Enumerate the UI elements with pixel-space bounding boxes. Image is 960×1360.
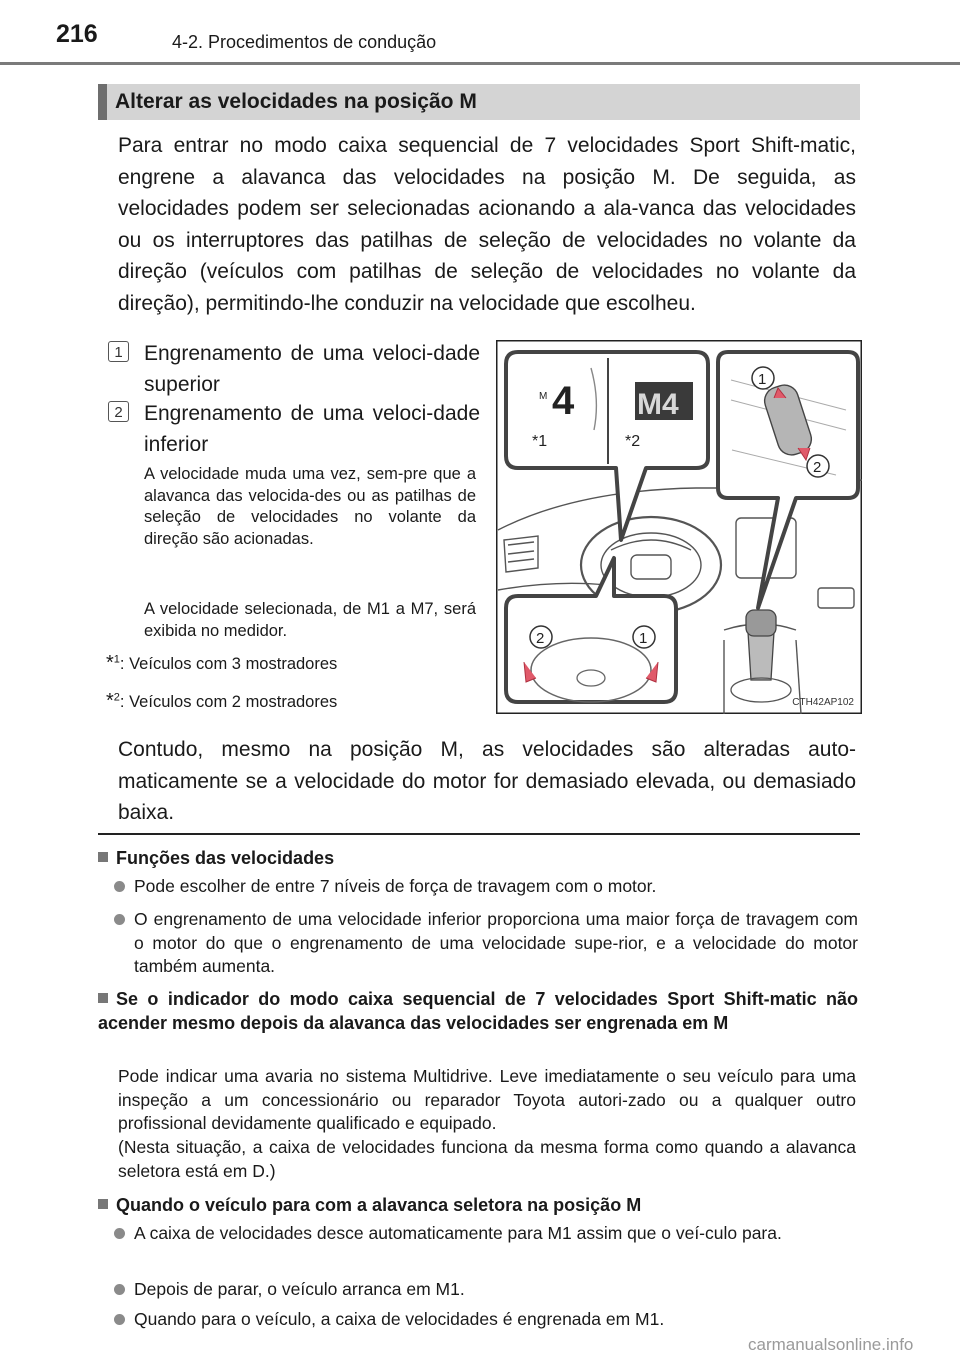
subsection-heading-indicator: Se o indicador do modo caixa sequencial de 7 velocidades Sport Shift-matic não acender mesmo depois da alavanca das velocidades ser engrenada em M (98, 989, 858, 1033)
display-large-text: M4 (637, 388, 679, 421)
page-header (0, 0, 960, 62)
note-gear-display: A velocidade selecionada, de M1 a M7, será exibida no medidor. (144, 600, 476, 640)
bullet-item: A caixa de velocidades desce automaticamente para M1 assim que o veí-culo para. (114, 1222, 858, 1246)
chapter-title: 4-2. Procedimentos de condução (172, 32, 437, 52)
section-title-accent (98, 84, 107, 120)
footnote-2 (106, 690, 337, 713)
bullet-item: O engrenamento de uma velocidade inferior proporciona uma maior força de travagem com o motor do que o engrenamento de uma velocidade supe-rior, e a velocidade do motor também aumenta. (114, 908, 858, 979)
intro-paragraph: Para entrar no modo caixa sequencial de 7 velocidades Sport Shift-matic, engrene a alavanca das velocidades na posição M. De seguida, as velocidades podem ser selecionadas acionando a ala-vanca das velocidades ou os interruptores das patilhas de seleção de velocidades no volante da direção (veículos com patilhas de seleção de velocidades no volante da direção), permitindo-lhe conduzir na velocidade que escolheu. (118, 134, 856, 315)
paddle-callout-number-2: 2 (536, 630, 545, 647)
dashboard-illustration (496, 340, 862, 714)
square-bullet-icon (98, 993, 108, 1003)
footnote-text: : Veículos com 3 mostradores (119, 655, 338, 673)
footnote-mark: * (106, 652, 114, 674)
watermark: carmanualsonline.info (748, 1335, 914, 1354)
subsection-heading-functions: Funções das velocidades (98, 846, 858, 870)
square-bullet-icon (98, 1199, 108, 1209)
page-number: 216 (56, 20, 98, 48)
figure-code: CTH42AP102 (792, 697, 854, 708)
circle-bullet-icon (114, 1228, 125, 1239)
display-small-m: M (539, 391, 548, 402)
footnote-mark: * (106, 690, 114, 712)
header-rule (0, 62, 960, 65)
circle-bullet-icon (114, 914, 125, 925)
footnote-number: 2 (113, 691, 120, 704)
circle-bullet-icon (114, 1284, 125, 1295)
subsection-paragraph: Pode indicar uma avaria no sistema Multidrive. Leve imediatamente o seu veículo para uma inspeção a um concessionário ou reparador Toyota autori-zado ou a qualquer outro profissional devidamente qualificado e equipado. (118, 1066, 856, 1133)
item-text: Engrenamento de uma veloci-dade superior (144, 342, 480, 396)
circle-bullet-icon (114, 1314, 125, 1325)
square-bullet-icon (98, 852, 108, 862)
bullet-item: Pode escolher de entre 7 níveis de força de travagem com o motor. (114, 875, 858, 899)
section-divider (98, 833, 860, 835)
item-number-badge: 1 (108, 341, 129, 362)
illustration-svg (496, 340, 862, 714)
note-gear-change: A velocidade muda uma vez, sem-pre que a alavanca das velocida-des ou as patilhas de seleção de velocidades no volante da direção são acionadas. (144, 465, 476, 548)
circle-bullet-icon (114, 881, 125, 892)
label-star1: *1 (532, 433, 548, 450)
callout-number-2: 2 (813, 459, 822, 476)
display-small-gear: 4 (552, 379, 575, 423)
section-title: Alterar as velocidades na posição M (115, 90, 477, 113)
paddle-callout-number-1: 1 (639, 630, 648, 647)
bullet-item: Depois de parar, o veículo arranca em M1. (114, 1278, 858, 1302)
item-text: Engrenamento de uma veloci-dade inferior (144, 402, 480, 456)
subsection-paragraph: (Nesta situação, a caixa de velocidades funciona da mesma forma como quando a alavanca seletora está em D.) (118, 1137, 856, 1181)
bullet-item: Quando para o veículo, a caixa de velocidades é engrenada em M1. (114, 1308, 858, 1332)
footnote-text: : Veículos com 2 mostradores (119, 693, 338, 711)
footnote-number: 1 (113, 653, 120, 666)
label-star2: *2 (625, 433, 641, 450)
conclusion-paragraph: Contudo, mesmo na posição M, as velocidades são alteradas auto-maticamente se a velocidade do motor for demasiado elevada, ou demasiado baixa. (118, 738, 856, 824)
callout-number-1: 1 (758, 371, 767, 388)
footnote-1 (106, 652, 337, 675)
item-number-badge: 2 (108, 401, 129, 422)
subsection-heading-stop: Quando o veículo para com a alavanca seletora na posição M (98, 1193, 858, 1217)
section-title-bar (98, 84, 860, 120)
